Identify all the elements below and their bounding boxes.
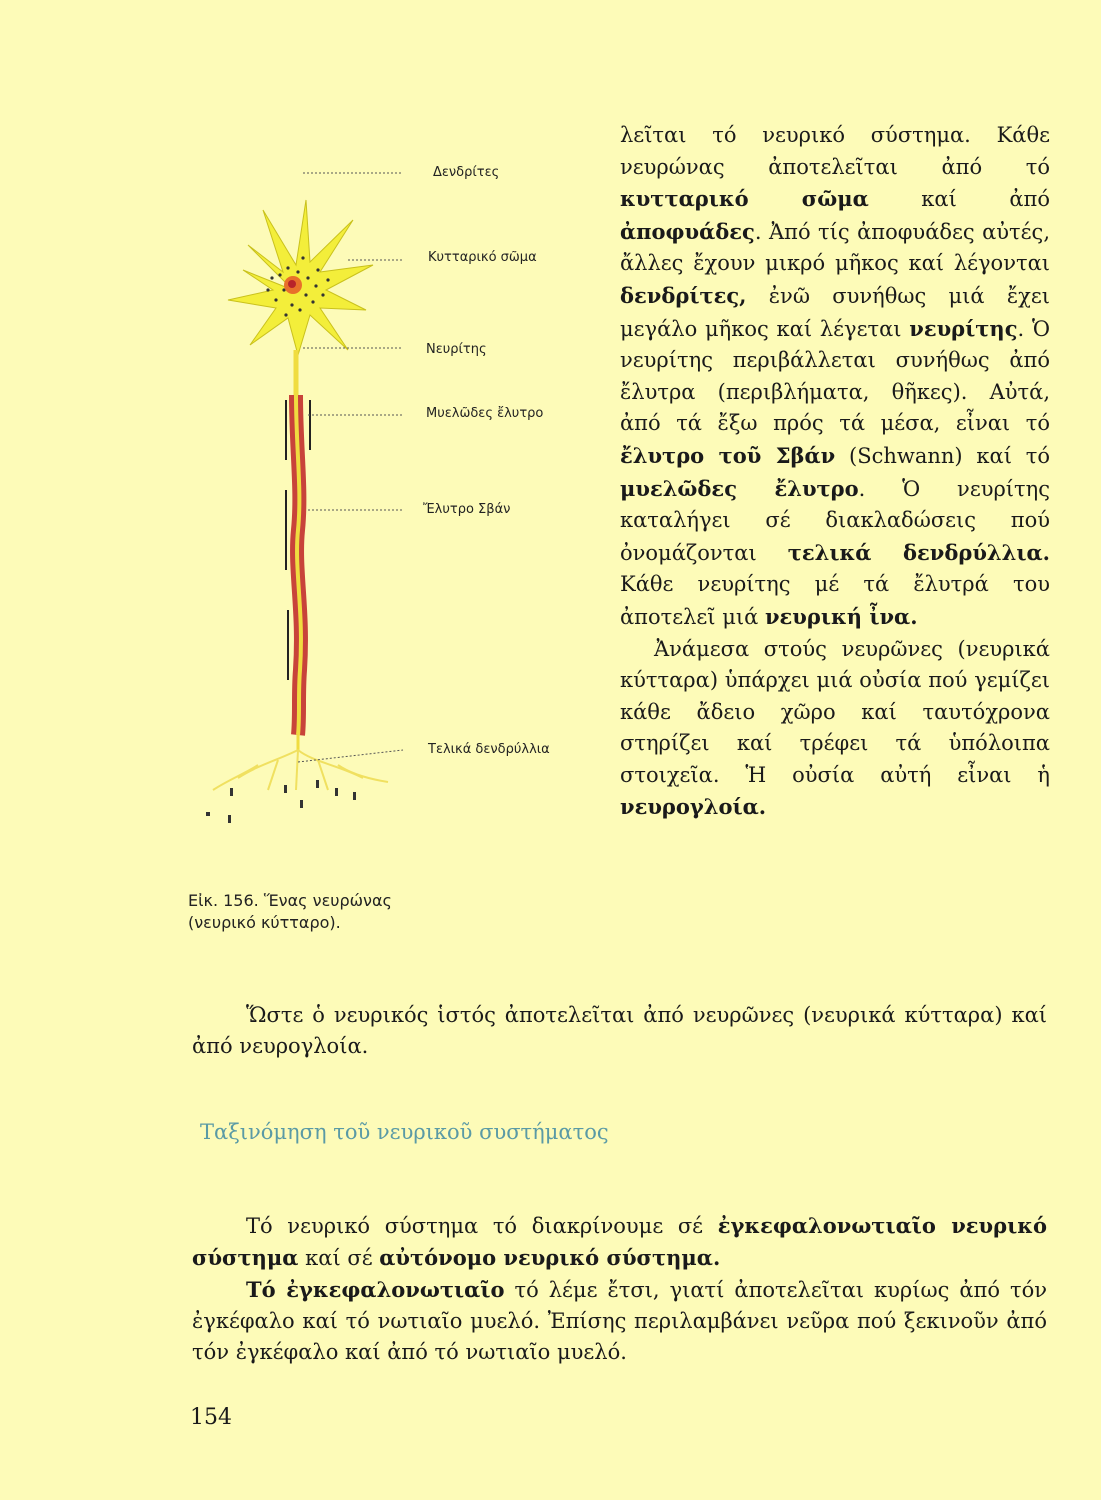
term-schwann-sheath: ἔλυτρο τοῦ Σβάν	[620, 442, 836, 468]
text-run: . Ἀπό τίς ἀποφυάδες αὐτές, ἄλλες ἔχουν μικρό μῆκος καί λέγονται	[620, 219, 1050, 276]
text-run: (Schwann) καί τό	[835, 443, 1050, 468]
term-cns-lead: Τό ἐγκεφαλονωτιαῖο	[246, 1277, 505, 1302]
text-run: Ἀνάμεσα στούς νευρῶνες (νευρικά κύτταρα) ὑπάρχει μιά οὐσία πού γεμίζει κάθε ἄδειο χῶρο καί ταυτόχρονα στηρίζει καί τρέφει τά ὑπόλοιπα στοιχεῖα. Ἡ οὐσία αὐτή εἶναι ἡ	[620, 636, 1050, 787]
text-run: . Ὁ νευρίτης καταλήγει σέ διακλαδώσεις πού ὀνομάζονται	[620, 476, 1050, 565]
cell-body-drawing	[228, 200, 373, 355]
text-run: Κάθε νευρίτης μέ τά ἔλυτρά του ἀποτελεῖ μιά	[620, 572, 1050, 629]
text-run: Τό νευρικό σύστημα τό διακρίνουμε σέ	[246, 1214, 718, 1238]
neuron-figure	[188, 150, 598, 950]
term-autonomic: αὐτόνομο νευρικό σύστημα.	[379, 1245, 721, 1270]
term-myelin-sheath: μυελῶδες ἔλυτρο	[620, 475, 859, 501]
term-neurite: νευρίτης	[909, 315, 1018, 341]
text-run: . Ὁ νευρίτης περιβάλλεται συνήθως ἀπό ἔλυτρα (περιβλήματα, θῆκες). Αὐτά, ἀπό τά ἔξω πρός τά μέσα, εἶναι τό	[620, 316, 1050, 436]
summary-block	[192, 1000, 1047, 1062]
cns-paragraph	[192, 1274, 1047, 1368]
axon-drawing	[286, 350, 310, 750]
term-cns: ἐγκεφαλονωτιαῖο νευρικό σύστημα	[192, 1213, 1047, 1270]
classification-block	[192, 1210, 1047, 1368]
term-terminal-dendrites: τελικά δενδρύλλια.	[787, 539, 1050, 565]
section-heading: Ταξινόμηση τοῦ νευρικοῦ συστήματος	[200, 1120, 609, 1144]
text-run: καί ἀπό	[868, 187, 1050, 212]
right-column-text	[620, 120, 1050, 824]
neuroglia-paragraph	[620, 634, 1050, 825]
label-neurite: Νευρίτης	[426, 342, 487, 357]
terminal-knobs	[206, 780, 356, 823]
term-neuroglia: νευρογλοία.	[620, 794, 767, 820]
summary-paragraph: Ὥστε ὁ νευρικός ἱστός ἀποτελεῖται ἀπό νευρῶνες (νευρικά κύτταρα) καί ἀπό νευρογλοία.	[192, 1003, 1047, 1058]
figure-caption	[188, 890, 478, 934]
text-run: ἐνῶ συνήθως μιά ἔχει μεγάλο μῆκος καί λέγεται	[620, 283, 1050, 341]
text-run: καί σέ	[298, 1246, 380, 1270]
label-schwann-sheath: Ἔλυτρο Σβάν	[423, 502, 511, 517]
text-run: τό λέμε ἔτσι, γιατί ἀποτελεῖται κυρίως ἀπό τόν ἐγκέφαλο καί τό νωτιαῖο μυελό. Ἐπίσης περιλαμβάνει νεῦρα πού ξεκινοῦν ἀπό τόν ἐγκέφαλο καί ἀπό τό νωτιαῖο μυελό.	[192, 1278, 1047, 1364]
neuron-paragraph	[620, 120, 1050, 634]
term-nerve-fiber: νευρική ἶνα.	[764, 603, 918, 629]
caption-line-2: (νευρικό κύτταρο).	[188, 913, 341, 932]
classification-paragraph	[192, 1210, 1047, 1274]
label-cell-body: Κυτταρικό σῶμα	[428, 250, 537, 265]
caption-line-1: Εἰκ. 156. Ἕνας νευρώνας	[188, 891, 392, 910]
term-dendrites: δενδρίτες,	[620, 282, 747, 308]
term-processes: ἀποφυάδες	[620, 218, 755, 244]
label-terminal-dendrites: Τελικά δενδρύλλια	[428, 742, 550, 757]
text-run: λεῖται τό νευρικό σύστημα. Κάθε νευρώνας ἀποτελεῖται ἀπό τό	[620, 123, 1050, 179]
page-number: 154	[190, 1405, 232, 1430]
term-cell-body: κυτταρικό σῶμα	[620, 186, 869, 212]
label-myelin-sheath: Μυελῶδες ἔλυτρο	[426, 406, 544, 421]
label-dendrites: Δενδρίτες	[433, 165, 500, 180]
terminal-dendrites-drawing	[213, 750, 388, 790]
